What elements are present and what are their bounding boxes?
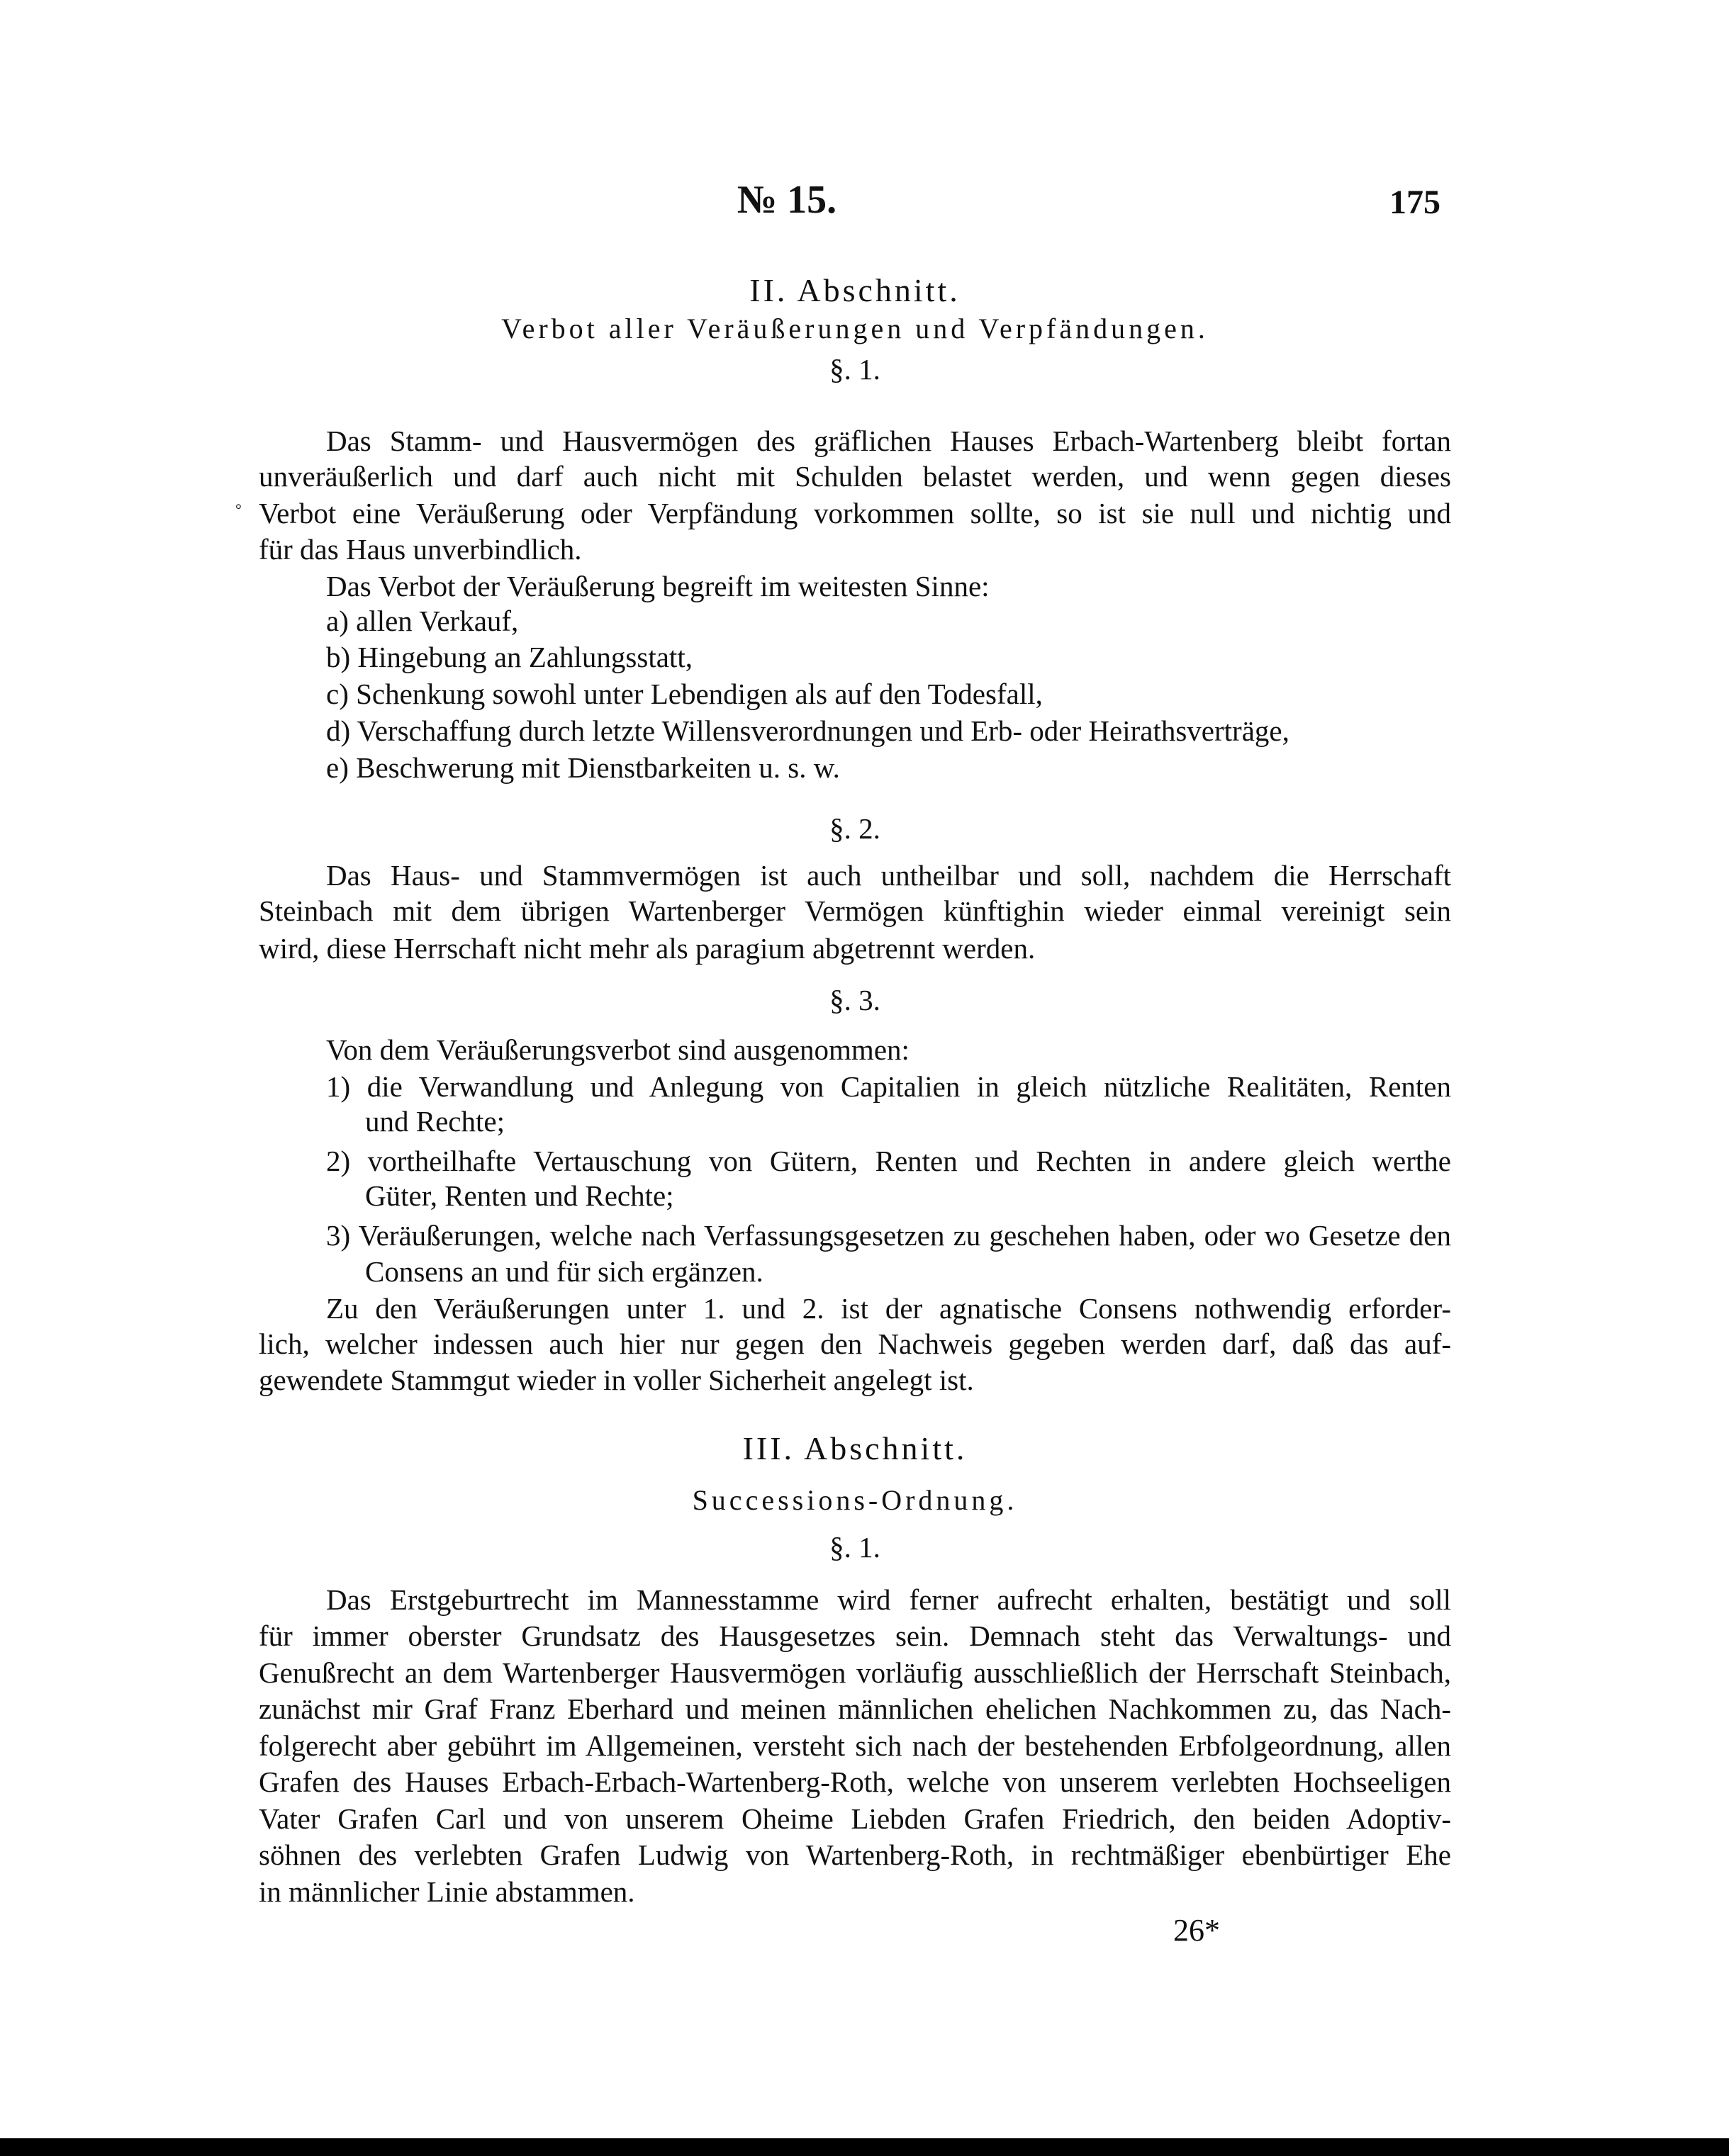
- list-item: c) Schenkung sowohl unter Lebendigen als auf den Todesfall,: [326, 678, 1043, 710]
- signature-mark: 26*: [1173, 1913, 1220, 1948]
- paragraph-heading: §. 3.: [829, 984, 880, 1016]
- paragraph-heading: §. 1.: [829, 1531, 880, 1563]
- text-line: lich, welcher indessen auch hier nur gegen den Nachweis gegeben werden darf, daß das auf-: [259, 1327, 1451, 1360]
- list-item: 3) Veräußerungen, welche nach Verfassungsgesetzen zu geschehen haben, oder wo Gesetze den: [326, 1219, 1451, 1252]
- list-item: d) Verschaffung durch letzte Willensverordnungen und Erb- oder Heirathsverträge,: [326, 714, 1289, 747]
- text-line: Das Haus- und Stammvermögen ist auch untheilbar und soll, nachdem die Herrschaft: [326, 859, 1451, 892]
- section-subtitle: Verbot aller Veräußerungen und Verpfändungen.: [501, 313, 1209, 344]
- text-line: gewendete Stammgut wieder in voller Sicherheit angelegt ist.: [259, 1364, 974, 1396]
- list-item-continuation: Güter, Renten und Rechte;: [365, 1179, 674, 1212]
- list-item: 2) vortheilhafte Vertauschung von Gütern, Renten und Rechten in andere gleich werthe: [326, 1145, 1451, 1177]
- page-number: 175: [1389, 184, 1440, 221]
- margin-mark: °: [235, 500, 242, 518]
- text-line: Genußrecht an dem Wartenberger Hausvermögen vorläufig ausschließlich der Herrschaft Steinbach,: [259, 1656, 1451, 1689]
- list-item: a) allen Verkauf,: [326, 605, 519, 637]
- section-title: II. Abschnitt.: [749, 272, 961, 308]
- text-line: unveräußerlich und darf auch nicht mit Schulden belastet werden, und wenn gegen dieses: [259, 460, 1451, 493]
- text-line: zunächst mir Graf Franz Eberhard und meinen männlichen ehelichen Nachkommen zu, das Nach-: [259, 1692, 1451, 1725]
- text-line: in männlicher Linie abstammen.: [259, 1875, 635, 1908]
- text-line: Grafen des Hauses Erbach-Erbach-Wartenberg-Roth, welche von unserem verlebten Hochseeligen: [259, 1765, 1451, 1798]
- text-line: für immer oberster Grundsatz des Hausgesetzes sein. Demnach steht das Verwaltungs- und: [259, 1619, 1451, 1652]
- text-line: folgerecht aber gebührt im Allgemeinen, versteht sich nach der bestehenden Erbfolgeordnung, allen: [259, 1729, 1451, 1762]
- text-line: Von dem Veräußerungsverbot sind ausgenommen:: [326, 1033, 910, 1066]
- text-line: Das Verbot der Veräußerung begreift im weitesten Sinne:: [326, 570, 990, 602]
- text-line: für das Haus unverbindlich.: [259, 533, 582, 566]
- section-subtitle: Successions-Ordnung.: [692, 1484, 1018, 1516]
- list-item: e) Beschwerung mit Dienstbarkeiten u. s. w.: [326, 751, 840, 784]
- text-line: Vater Grafen Carl und von unserem Oheime Liebden Grafen Friedrich, den beiden Adoptiv-: [259, 1802, 1451, 1835]
- list-item: b) Hingebung an Zahlungsstatt,: [326, 641, 693, 673]
- section-title: III. Abschnitt.: [742, 1430, 968, 1466]
- paragraph-heading: §. 1.: [829, 353, 880, 386]
- list-item-continuation: und Rechte;: [365, 1105, 505, 1138]
- paragraph-heading: §. 2.: [829, 812, 880, 845]
- scan-edge-bar: [0, 2138, 1729, 2156]
- issue-number: № 15.: [737, 178, 837, 222]
- text-line: Das Stamm- und Hausvermögen des gräflichen Hauses Erbach-Wartenberg bleibt fortan: [326, 425, 1451, 457]
- text-line: Verbot eine Veräußerung oder Verpfändung vorkommen sollte, so ist sie null und nichtig und: [259, 497, 1451, 529]
- text-line: Zu den Veräußerungen unter 1. und 2. ist der agnatische Consens nothwendig erforder-: [326, 1292, 1451, 1325]
- list-item: 1) die Verwandlung und Anlegung von Capitalien in gleich nützliche Realitäten, Renten: [326, 1070, 1451, 1103]
- text-line: wird, diese Herrschaft nicht mehr als paragium abgetrennt werden.: [259, 932, 1036, 965]
- text-line: söhnen des verlebten Grafen Ludwig von Wartenberg-Roth, in rechtmäßiger ebenbürtiger Ehe: [259, 1838, 1451, 1871]
- text-line: Das Erstgeburtrecht im Mannesstamme wird ferner aufrecht erhalten, bestätigt und soll: [326, 1583, 1451, 1616]
- list-item-continuation: Consens an und für sich ergänzen.: [365, 1255, 763, 1288]
- text-line: Steinbach mit dem übrigen Wartenberger Vermögen künftighin wieder einmal vereinigt sein: [259, 894, 1451, 927]
